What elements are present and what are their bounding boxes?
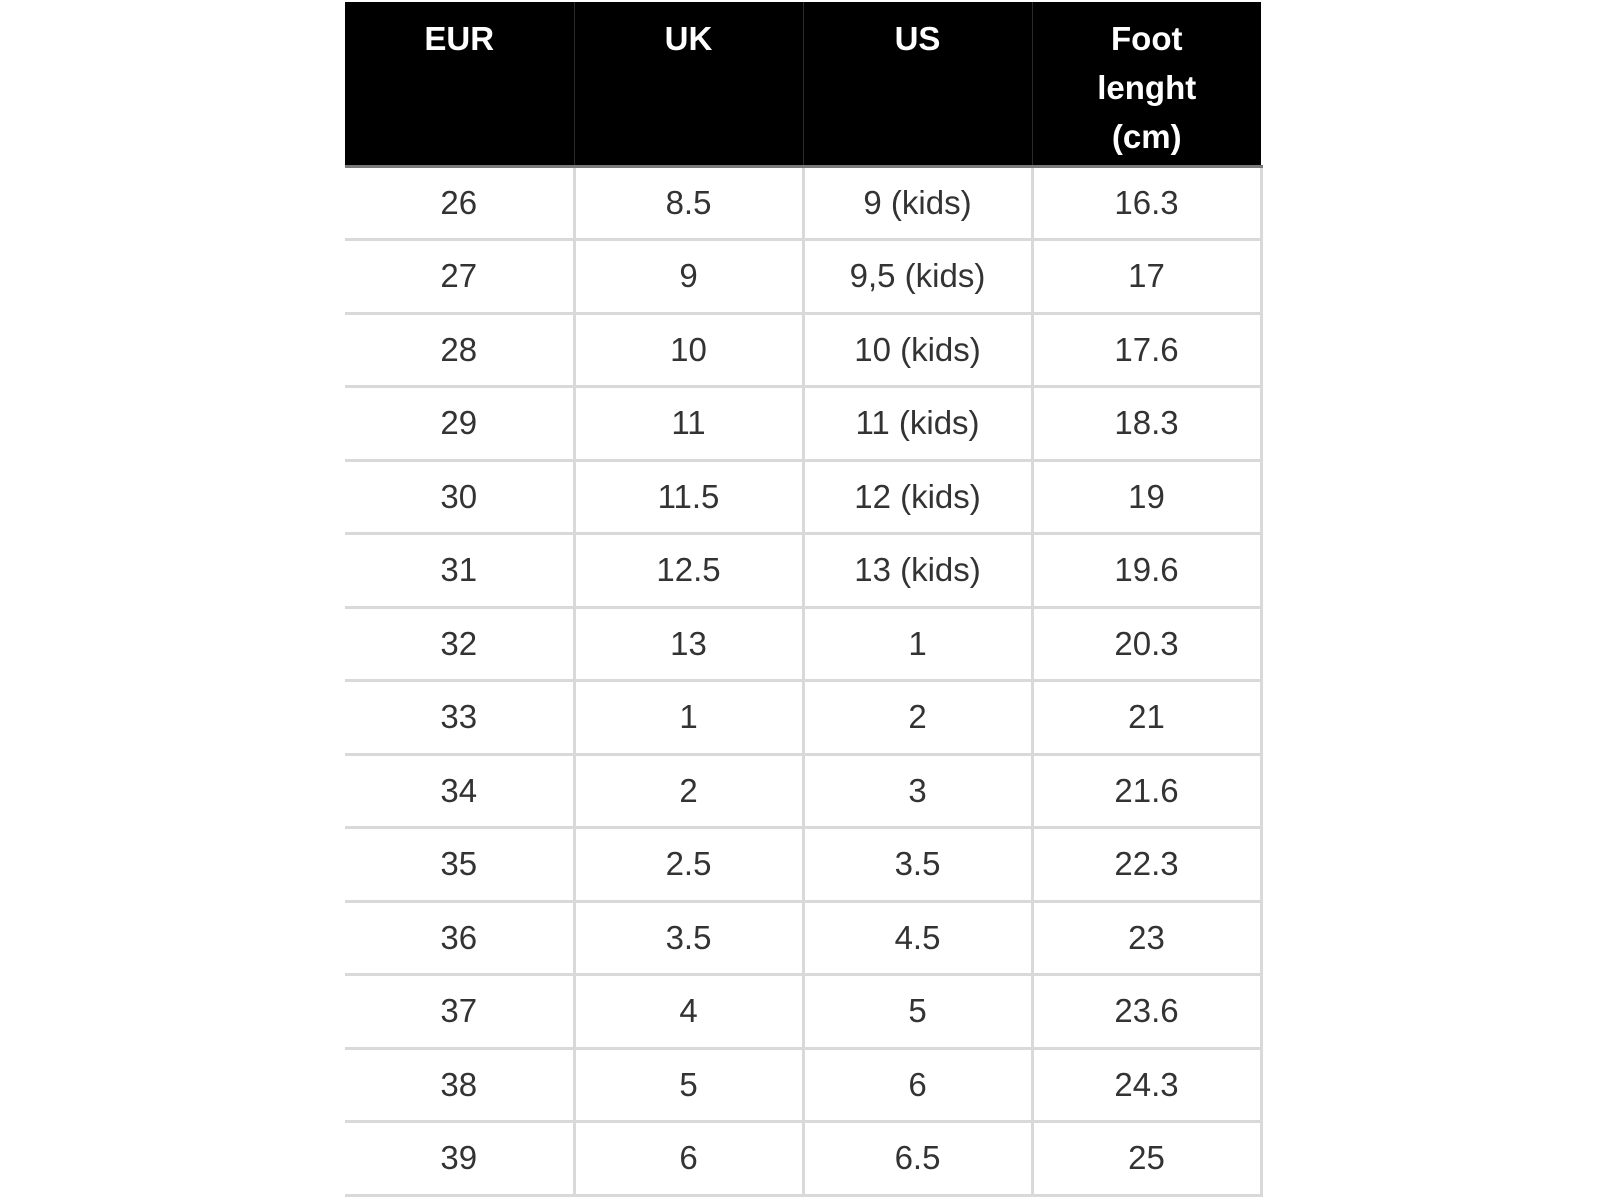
table-header [345,2,1261,166]
table-row [345,607,1261,681]
table-row [345,1122,1261,1196]
cell-foot-length: 21.6 [1032,754,1261,828]
cell-us: 10 (kids) [803,313,1032,387]
header-eur [345,2,574,166]
header-eur-label: EUR [424,20,495,57]
header-uk-label: UK [664,20,713,57]
cell-foot-length: 25 [1032,1122,1261,1196]
cell-uk: 1 [574,681,803,755]
table-row [345,754,1261,828]
table-row [345,534,1261,608]
cell-us: 12 (kids) [803,460,1032,534]
cell-foot-length: 23.6 [1032,975,1261,1049]
cell-us: 11 (kids) [803,387,1032,461]
table-row [345,313,1261,387]
cell-us: 4.5 [803,901,1032,975]
cell-uk: 11.5 [574,460,803,534]
table-row [345,828,1261,902]
cell-eur: 26 [345,166,574,240]
header-foot-length-line-2: lenght [1097,69,1197,106]
cell-uk: 10 [574,313,803,387]
cell-eur: 39 [345,1122,574,1196]
cell-us: 6.5 [803,1122,1032,1196]
cell-foot-length: 18.3 [1032,387,1261,461]
cell-uk: 2 [574,754,803,828]
cell-foot-length: 23 [1032,901,1261,975]
cell-us: 2 [803,681,1032,755]
cell-eur: 32 [345,607,574,681]
table-body [345,166,1261,1195]
cell-eur: 27 [345,240,574,314]
cell-us: 9 (kids) [803,166,1032,240]
table-row [345,975,1261,1049]
cell-uk: 2.5 [574,828,803,902]
header-us [803,2,1032,166]
cell-eur: 36 [345,901,574,975]
header-foot-length-line-1: Foot [1111,20,1183,57]
cell-us: 13 (kids) [803,534,1032,608]
cell-us: 5 [803,975,1032,1049]
cell-eur: 38 [345,1048,574,1122]
header-row [345,2,1261,166]
header-uk [574,2,803,166]
table-row [345,901,1261,975]
cell-eur: 33 [345,681,574,755]
cell-uk: 9 [574,240,803,314]
cell-foot-length: 17 [1032,240,1261,314]
cell-us: 6 [803,1048,1032,1122]
cell-eur: 37 [345,975,574,1049]
cell-us: 1 [803,607,1032,681]
cell-uk: 5 [574,1048,803,1122]
table-row [345,460,1261,534]
cell-us: 9,5 (kids) [803,240,1032,314]
header-us-label: US [894,20,941,57]
cell-foot-length: 22.3 [1032,828,1261,902]
cell-eur: 31 [345,534,574,608]
cell-uk: 11 [574,387,803,461]
cell-us: 3 [803,754,1032,828]
cell-us: 3.5 [803,828,1032,902]
cell-foot-length: 24.3 [1032,1048,1261,1122]
cell-uk: 13 [574,607,803,681]
cell-foot-length: 20.3 [1032,607,1261,681]
cell-uk: 4 [574,975,803,1049]
cell-foot-length: 16.3 [1032,166,1261,240]
cell-foot-length: 21 [1032,681,1261,755]
table-row [345,166,1261,240]
table-row [345,681,1261,755]
cell-foot-length: 17.6 [1032,313,1261,387]
cell-eur: 30 [345,460,574,534]
header-foot-length [1032,2,1261,166]
cell-eur: 28 [345,313,574,387]
cell-eur: 34 [345,754,574,828]
table-row [345,387,1261,461]
cell-eur: 35 [345,828,574,902]
cell-foot-length: 19.6 [1032,534,1261,608]
table-row [345,240,1261,314]
cell-uk: 6 [574,1122,803,1196]
cell-uk: 3.5 [574,901,803,975]
size-chart-table [345,2,1263,1197]
header-foot-length-line-3: (cm) [1111,118,1182,155]
cell-uk: 12.5 [574,534,803,608]
cell-foot-length: 19 [1032,460,1261,534]
cell-uk: 8.5 [574,166,803,240]
cell-eur: 29 [345,387,574,461]
table-row [345,1048,1261,1122]
